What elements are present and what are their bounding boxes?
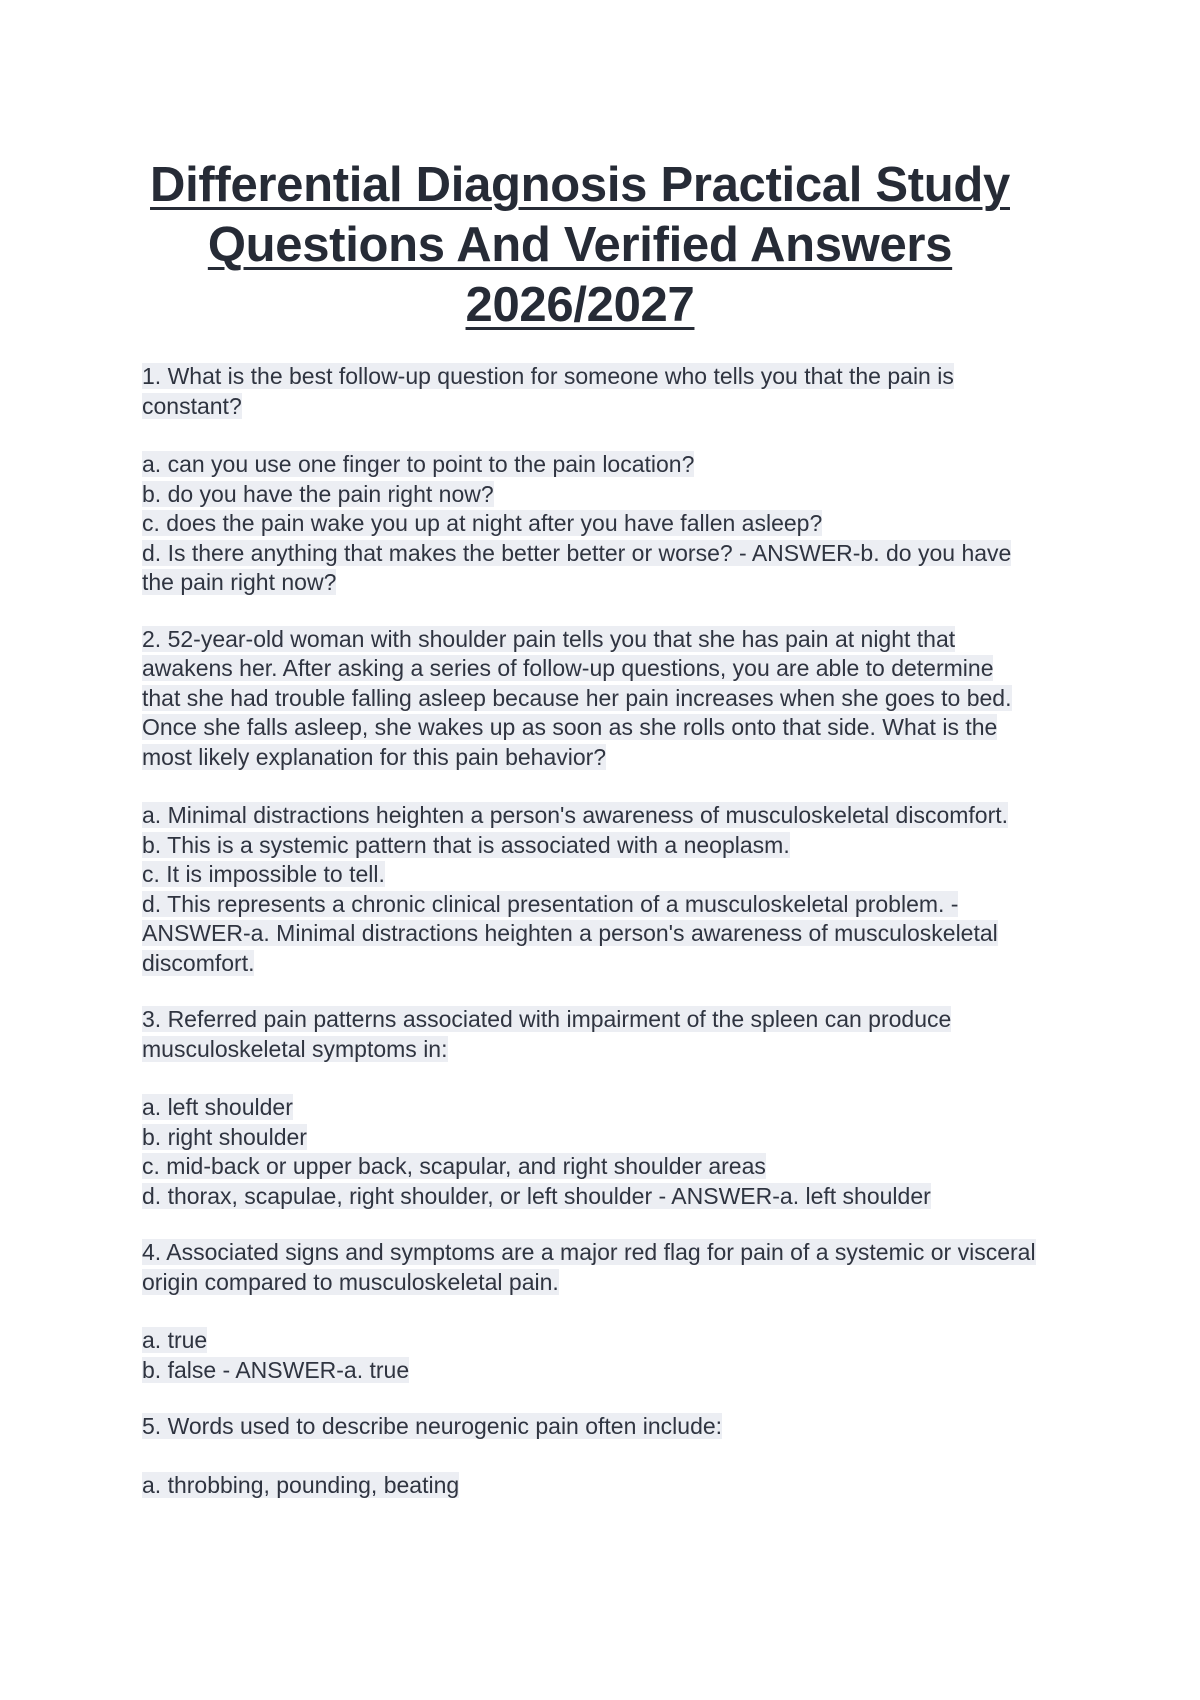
answer-option: d. Is there anything that makes the better better or worse? - ANSWER-b. do you have <box>142 539 1012 566</box>
answer-option: a. can you use one finger to point to the pain location? <box>142 451 695 477</box>
question-stem-line: 4. Associated signs and symptoms are a major red flag for pain of a systemic or visceral <box>142 1239 1036 1265</box>
title-line-2: Questions And Verified Answers <box>207 218 953 272</box>
question-stem-line: 5. Words used to describe neurogenic pain often include: <box>142 1413 723 1439</box>
answer-option: b. false - ANSWER-a. true <box>142 1356 410 1383</box>
question-stem-line: origin compared to musculoskeletal pain. <box>142 1268 559 1295</box>
document-title <box>150 155 1010 335</box>
answer-option: a. throbbing, pounding, beating <box>142 1471 460 1498</box>
title-line-3: 2026/2027 <box>465 278 695 332</box>
answer-option: d. This represents a chronic clinical presentation of a musculoskeletal problem. - <box>142 890 959 917</box>
answer-option: a. true <box>142 1327 208 1353</box>
question-5 <box>142 1412 1062 1500</box>
question-2 <box>142 625 1062 979</box>
answer-option: d. thorax, scapulae, right shoulder, or left shoulder - ANSWER-a. left shoulder <box>142 1182 931 1209</box>
question-1 <box>142 362 1062 598</box>
question-4 <box>142 1238 1062 1385</box>
answer-option: b. This is a systemic pattern that is associated with a neoplasm. <box>142 831 790 858</box>
answer-option: c. does the pain wake you up at night after you have fallen asleep? <box>142 510 823 536</box>
answer-option: discomfort. <box>142 949 255 976</box>
answer-option: a. Minimal distractions heighten a person's awareness of musculoskeletal discomfort. <box>142 802 1009 828</box>
answer-option: the pain right now? <box>142 569 337 595</box>
question-stem-line: most likely explanation for this pain behavior? <box>142 743 607 770</box>
answer-option: b. do you have the pain right now? <box>142 480 494 507</box>
question-stem-line: that she had trouble falling asleep because her pain increases when she goes to bed. <box>142 684 1012 711</box>
answer-option: c. mid-back or upper back, scapular, and right shoulder areas <box>142 1153 766 1179</box>
answer-option: ANSWER-a. Minimal distractions heighten a person's awareness of musculoskeletal <box>142 920 998 946</box>
question-stem-line: musculoskeletal symptoms in: <box>142 1035 448 1062</box>
question-stem-line: 1. What is the best follow-up question for someone who tells you that the pain is <box>142 363 954 389</box>
question-stem-line: Once she falls asleep, she wakes up as soon as she rolls onto that side. What is the <box>142 714 998 740</box>
question-stem-line: 3. Referred pain patterns associated with impairment of the spleen can produce <box>142 1006 952 1032</box>
questions-list <box>142 362 1062 1500</box>
answer-option: a. left shoulder <box>142 1094 293 1120</box>
question-stem-line: constant? <box>142 392 242 419</box>
question-3 <box>142 1005 1062 1211</box>
answer-option: b. right shoulder <box>142 1123 307 1150</box>
title-line-1: Differential Diagnosis Practical Study <box>150 158 1010 212</box>
answer-option: c. It is impossible to tell. <box>142 861 385 887</box>
question-stem-line: awakens her. After asking a series of follow-up questions, you are able to determine <box>142 655 994 681</box>
question-stem-line: 2. 52-year-old woman with shoulder pain tells you that she has pain at night that <box>142 625 956 652</box>
